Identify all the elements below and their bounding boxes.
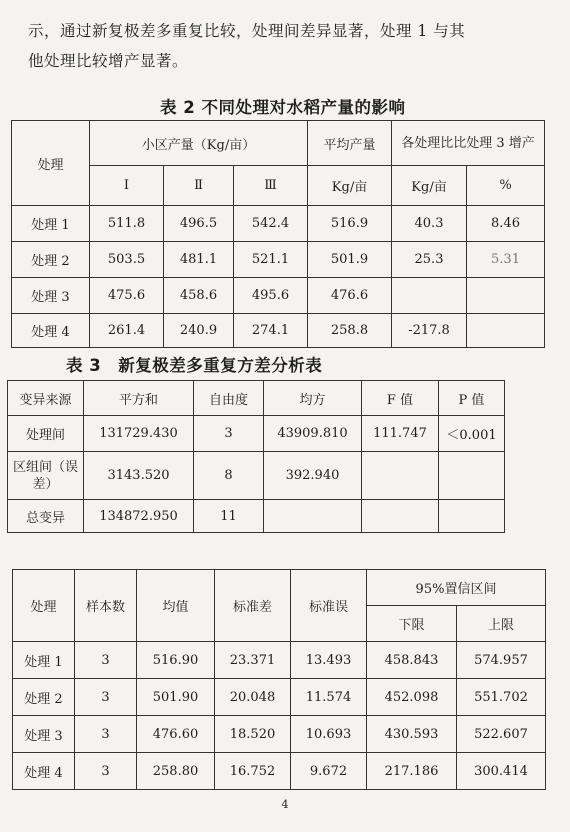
t3-cell-df: 11 (194, 500, 264, 533)
t4-header-n: 样本数 (75, 570, 137, 642)
t4-cell-mean: 516.90 (137, 642, 215, 679)
paragraph-line-2: 他处理比较增产显著。 (28, 52, 189, 70)
t4-cell-n: 3 (75, 753, 137, 790)
t4-header-ci: 95%置信区间 (367, 570, 546, 606)
t2-cell-avg: 476.6 (308, 278, 392, 314)
t2-header-rep-1: I (90, 166, 164, 206)
table2 (11, 120, 545, 348)
t3-cell-f: 111.747 (362, 416, 439, 452)
t3-cell-f (362, 500, 439, 533)
t4-cell-se: 11.574 (291, 679, 367, 716)
t2-cell-ii: 458.6 (164, 278, 234, 314)
t2-row-name: 处理 3 (12, 278, 90, 314)
table-row (13, 642, 546, 679)
t4-cell-mean: 476.60 (137, 716, 215, 753)
t2-row-name: 处理 2 (12, 242, 90, 278)
t2-header-plot-yield: 小区产量（Kg/亩） (90, 121, 308, 166)
table2-title: 表 2 不同处理对水稻产量的影响 (160, 98, 406, 117)
t4-header-se: 标准误 (291, 570, 367, 642)
t2-cell-pct: 8.46 (467, 206, 545, 242)
t2-cell-ii: 481.1 (164, 242, 234, 278)
t3-cell-ms: 43909.810 (264, 416, 362, 452)
table-row (8, 500, 505, 533)
t2-cell-avg: 501.9 (308, 242, 392, 278)
t4-cell-name: 处理 2 (13, 679, 75, 716)
t3-cell-ss: 134872.950 (84, 500, 194, 533)
t4-cell-sd: 16.752 (215, 753, 291, 790)
table3 (7, 380, 505, 533)
t2-cell-pct (467, 314, 545, 348)
t3-cell-source: 处理间 (8, 416, 84, 452)
t4-cell-name: 处理 3 (13, 716, 75, 753)
t4-cell-mean: 258.80 (137, 753, 215, 790)
t2-cell-ii: 240.9 (164, 314, 234, 348)
t2-cell-pct: 5.31 (467, 242, 545, 278)
t2-cell-i: 261.4 (90, 314, 164, 348)
table-row (12, 242, 545, 278)
table3-title: 表 3 新复极差多重复方差分析表 (66, 356, 323, 375)
t4-cell-upper: 300.414 (457, 753, 546, 790)
t2-cell-inc: 40.3 (392, 206, 467, 242)
t3-cell-source: 总变异 (8, 500, 84, 533)
t2-cell-pct (467, 278, 545, 314)
t2-header-pct: % (467, 166, 545, 206)
t3-cell-ss: 131729.430 (84, 416, 194, 452)
t4-cell-upper: 574.957 (457, 642, 546, 679)
t3-header-ms: 均方 (264, 381, 362, 416)
t2-cell-iii: 521.1 (234, 242, 308, 278)
t3-cell-ms (264, 500, 362, 533)
table-row (8, 416, 505, 452)
table-row (8, 452, 505, 500)
body-paragraph (28, 16, 548, 76)
paragraph-line-1: 示，通过新复极差多重复比较，处理间差异显著，处理 1 与其 (28, 22, 466, 40)
t2-cell-ii: 496.5 (164, 206, 234, 242)
t4-cell-sd: 18.520 (215, 716, 291, 753)
t4-cell-lower: 458.843 (367, 642, 457, 679)
t4-cell-upper: 522.607 (457, 716, 546, 753)
t2-header-inc-unit: Kg/亩 (392, 166, 467, 206)
t3-cell-df: 8 (194, 452, 264, 500)
t2-cell-iii: 274.1 (234, 314, 308, 348)
t3-cell-f (362, 452, 439, 500)
t4-cell-n: 3 (75, 679, 137, 716)
t4-header-mean: 均值 (137, 570, 215, 642)
t2-header-avg-yield: 平均产量 (308, 121, 392, 166)
t3-cell-p (439, 500, 505, 533)
table-row (13, 679, 546, 716)
t2-cell-i: 511.8 (90, 206, 164, 242)
t4-cell-sd: 23.371 (215, 642, 291, 679)
table-row (13, 753, 546, 790)
t3-header-f: F 值 (362, 381, 439, 416)
t2-header-avg-unit: Kg/亩 (308, 166, 392, 206)
t3-cell-source: 区组间（误差） (8, 452, 84, 500)
t3-cell-ss: 3143.520 (84, 452, 194, 500)
t4-cell-upper: 551.702 (457, 679, 546, 716)
t4-header-sd: 标准差 (215, 570, 291, 642)
t4-cell-lower: 430.593 (367, 716, 457, 753)
t2-cell-inc: 25.3 (392, 242, 467, 278)
table-row (12, 206, 545, 242)
t2-cell-iii: 495.6 (234, 278, 308, 314)
table-row (13, 716, 546, 753)
t2-header-treatment: 处理 (12, 121, 90, 206)
t2-header-rep-2: Ⅱ (164, 166, 234, 206)
t4-cell-name: 处理 1 (13, 642, 75, 679)
t2-cell-iii: 542.4 (234, 206, 308, 242)
t4-header-upper: 上限 (457, 606, 546, 642)
t2-cell-inc: -217.8 (392, 314, 467, 348)
t3-header-ss: 平方和 (84, 381, 194, 416)
t4-cell-se: 10.693 (291, 716, 367, 753)
t2-header-increase: 各处理比比处理 3 增产 (392, 121, 545, 166)
t2-cell-i: 475.6 (90, 278, 164, 314)
t4-cell-lower: 217.186 (367, 753, 457, 790)
t2-cell-avg: 516.9 (308, 206, 392, 242)
table-row (12, 314, 545, 348)
t2-row-name: 处理 1 (12, 206, 90, 242)
t2-header-rep-3: Ⅲ (234, 166, 308, 206)
t3-header-df: 自由度 (194, 381, 264, 416)
t2-cell-avg: 258.8 (308, 314, 392, 348)
t4-cell-lower: 452.098 (367, 679, 457, 716)
t4-cell-se: 13.493 (291, 642, 367, 679)
t4-cell-sd: 20.048 (215, 679, 291, 716)
t2-cell-inc (392, 278, 467, 314)
table4 (12, 569, 546, 790)
table-row (12, 278, 545, 314)
t4-cell-n: 3 (75, 716, 137, 753)
t4-cell-mean: 501.90 (137, 679, 215, 716)
t3-cell-p (439, 452, 505, 500)
t4-header-lower: 下限 (367, 606, 457, 642)
t3-cell-ms: 392.940 (264, 452, 362, 500)
t4-cell-se: 9.672 (291, 753, 367, 790)
t3-cell-p: ＜0.001 (439, 416, 505, 452)
t3-header-p: P 值 (439, 381, 505, 416)
t3-cell-df: 3 (194, 416, 264, 452)
t3-header-source: 变异来源 (8, 381, 84, 416)
t4-cell-n: 3 (75, 642, 137, 679)
page-number: 4 (281, 798, 289, 811)
t4-header-treatment: 处理 (13, 570, 75, 642)
t4-cell-name: 处理 4 (13, 753, 75, 790)
t2-row-name: 处理 4 (12, 314, 90, 348)
t2-cell-i: 503.5 (90, 242, 164, 278)
